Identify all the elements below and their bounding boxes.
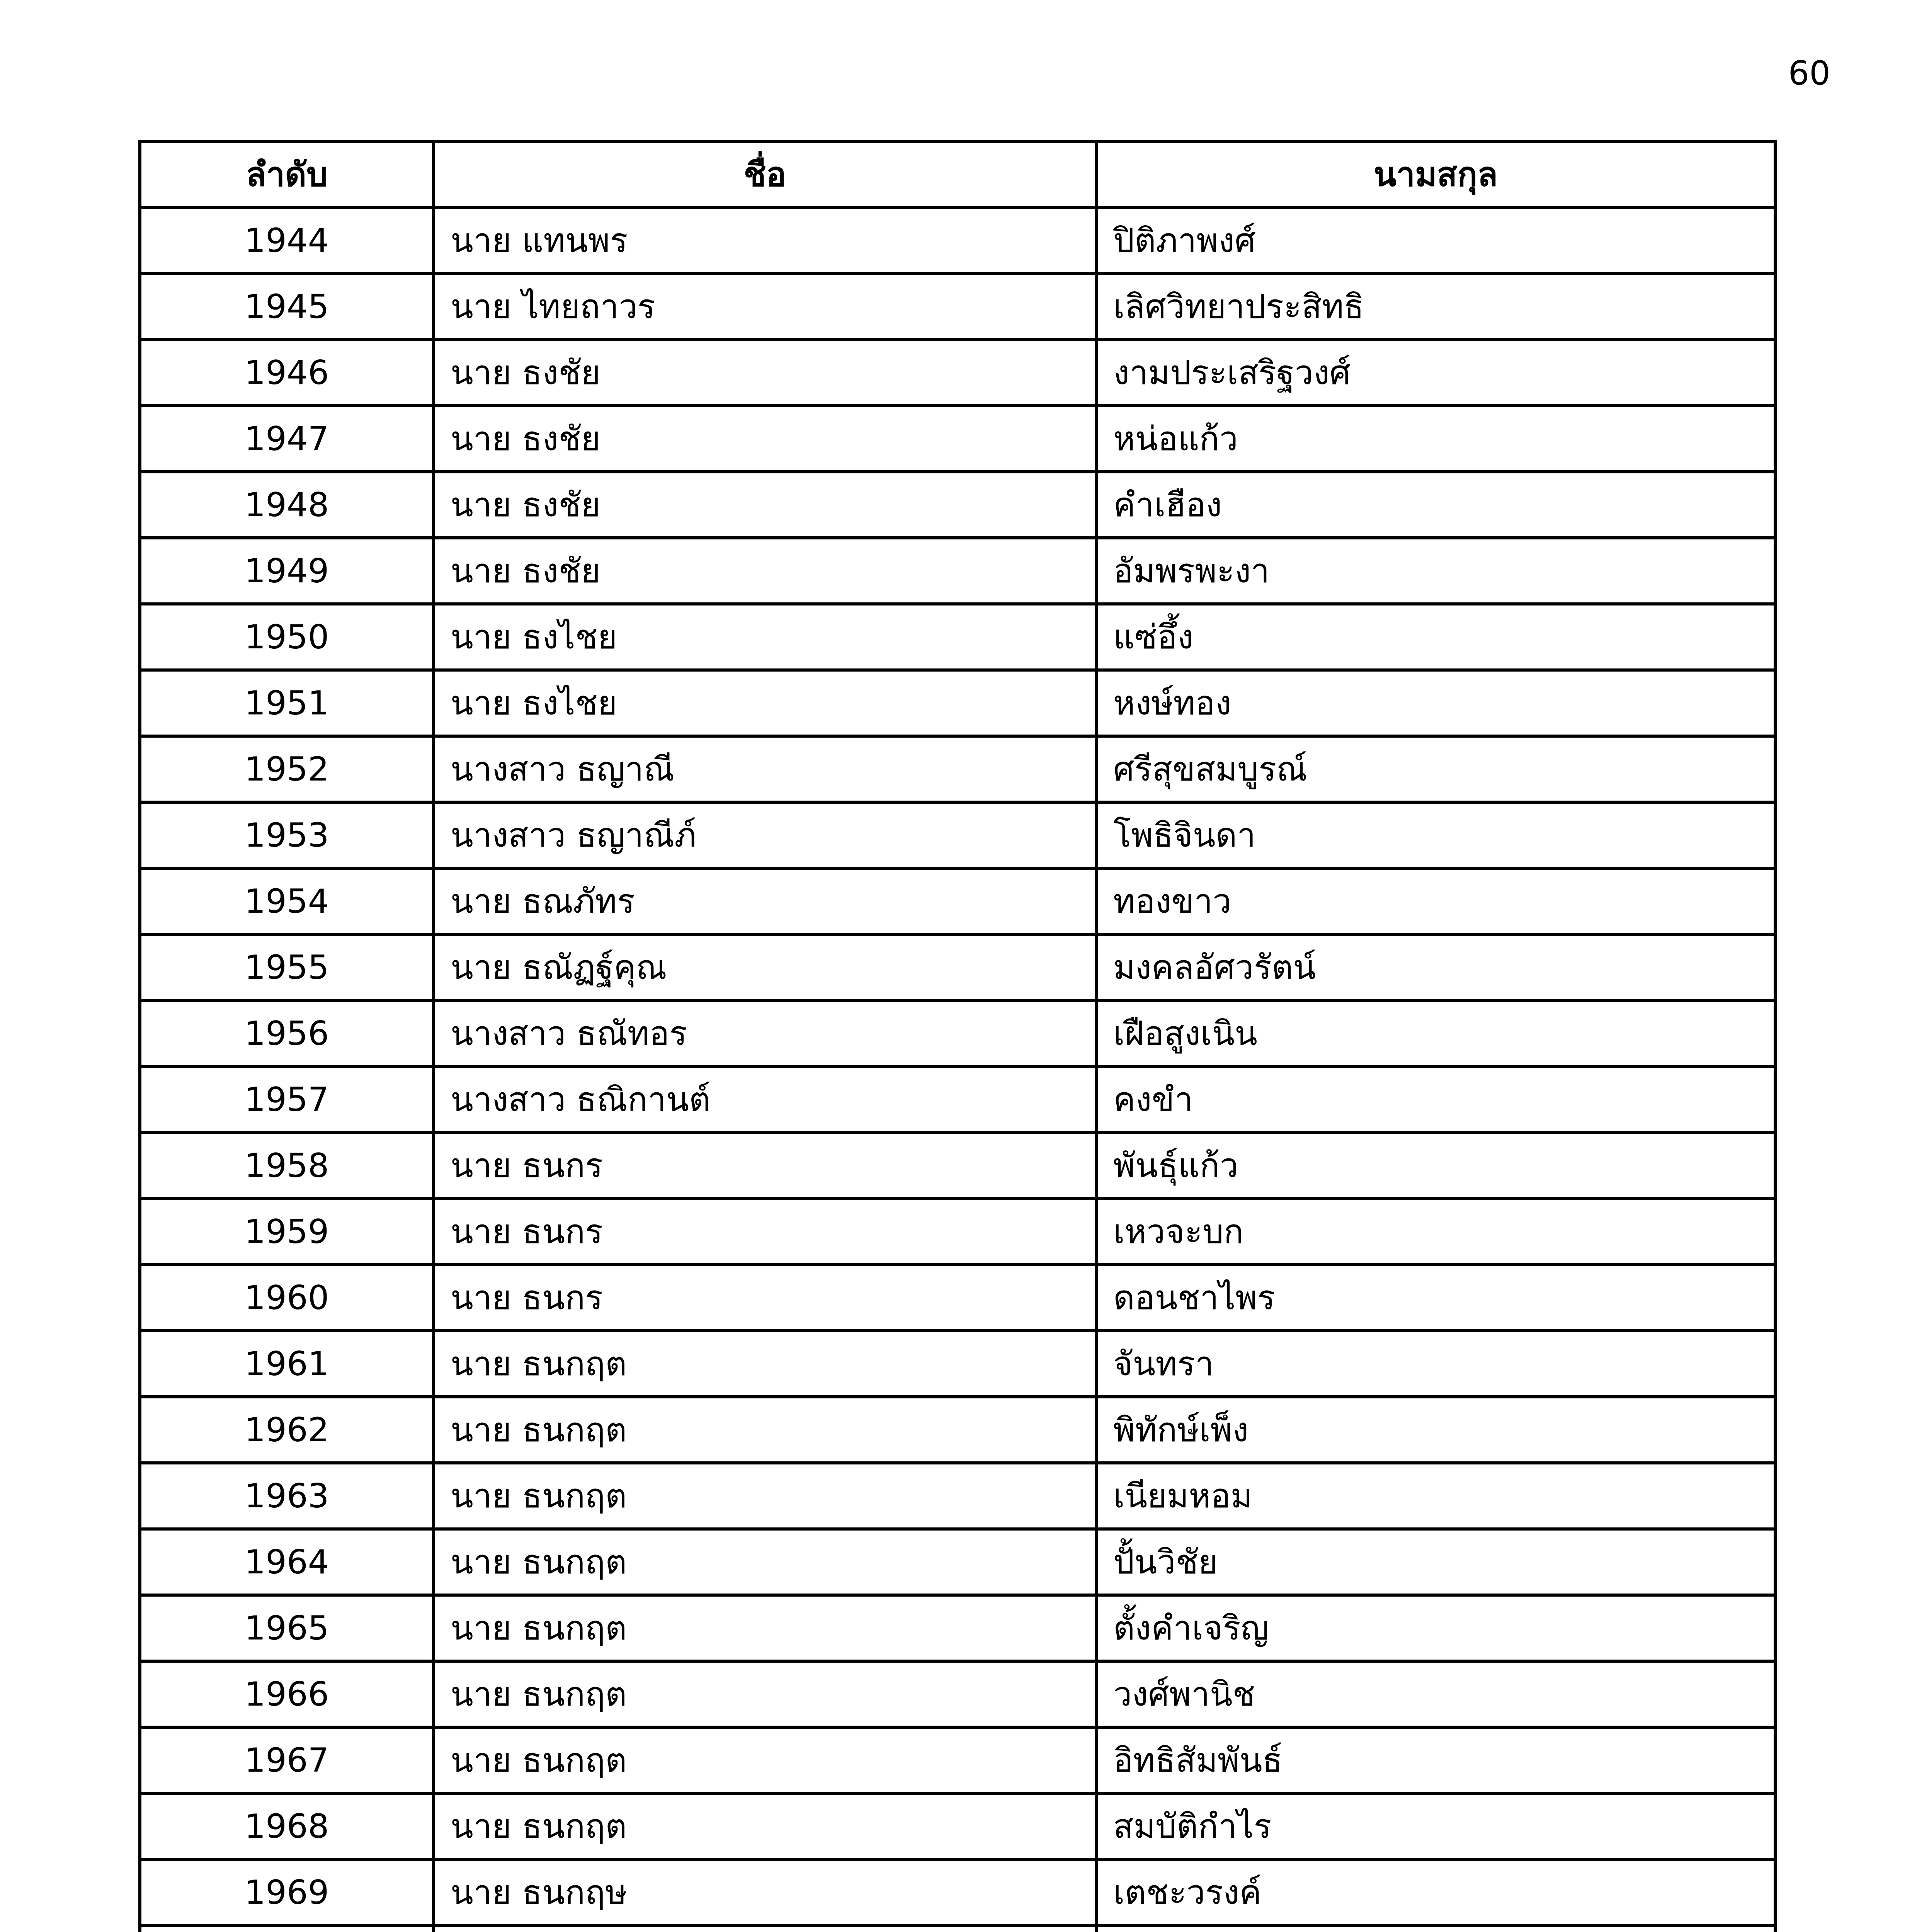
row-last-name-cell: ปิติภาพงศ์ xyxy=(1096,207,1775,274)
row-last-name-cell: ดอนชาไพร xyxy=(1096,1265,1775,1331)
row-first-name-cell: นาย ธนกร xyxy=(434,1133,1096,1199)
row-last-name-cell: ตั้งคำเจริญ xyxy=(1096,1595,1775,1661)
row-first-name-cell: นาย ธงชัย xyxy=(434,406,1096,472)
table-row xyxy=(140,1727,1775,1793)
row-first-name-cell: นางสาว ธณัทอร xyxy=(434,1000,1096,1066)
header-last-name: นามสกุล xyxy=(1096,141,1775,207)
row-seq-cell: 1963 xyxy=(140,1463,434,1529)
row-last-name-cell: โพธิจินดา xyxy=(1096,802,1775,868)
row-seq-cell: 1968 xyxy=(140,1793,434,1859)
table-row xyxy=(140,1595,1775,1661)
row-seq-cell: 1967 xyxy=(140,1727,434,1793)
row-seq-cell: 1949 xyxy=(140,538,434,604)
table-row xyxy=(140,1000,1775,1066)
table-row xyxy=(140,802,1775,868)
row-last-name-cell: ปั้นวิชัย xyxy=(1096,1529,1775,1595)
row-seq-cell: 1958 xyxy=(140,1133,434,1199)
table-row xyxy=(140,1133,1775,1199)
table-row xyxy=(140,934,1775,1000)
table-row xyxy=(140,1661,1775,1727)
table-row xyxy=(140,1859,1775,1925)
row-seq-cell: 1952 xyxy=(140,736,434,802)
table-row xyxy=(140,538,1775,604)
row-last-name-cell: เนียมหอม xyxy=(1096,1463,1775,1529)
row-first-name-cell: นาย ธนกฤต xyxy=(434,1727,1096,1793)
row-seq-cell: 1944 xyxy=(140,207,434,274)
table-body xyxy=(140,207,1775,1932)
row-last-name-cell: เหวจะบก xyxy=(1096,1199,1775,1265)
header-seq: ลำดับ xyxy=(140,141,434,207)
row-seq-cell: 1954 xyxy=(140,868,434,934)
row-first-name-cell: นางสาว ธณิกานต์ xyxy=(434,1066,1096,1133)
row-seq-cell: 1969 xyxy=(140,1859,434,1925)
row-first-name-cell: นาย ธณภัทร xyxy=(434,868,1096,934)
header-first-name: ชื่อ xyxy=(434,141,1096,207)
row-seq-cell: 1951 xyxy=(140,670,434,736)
table-header xyxy=(140,141,1775,207)
row-first-name-cell: นาย ธณัฏฐ์คุณ xyxy=(434,934,1096,1000)
row-seq-cell: 1955 xyxy=(140,934,434,1000)
name-list-table xyxy=(138,140,1777,1932)
row-first-name-cell: นาย ธนกร xyxy=(434,1265,1096,1331)
row-last-name-cell xyxy=(1096,1925,1775,1932)
row-first-name-cell xyxy=(434,1925,1096,1932)
row-last-name-cell: หน่อแก้ว xyxy=(1096,406,1775,472)
table-row xyxy=(140,868,1775,934)
row-first-name-cell: นาย ธนกฤต xyxy=(434,1661,1096,1727)
row-last-name-cell: เฝือสูงเนิน xyxy=(1096,1000,1775,1066)
table-row xyxy=(140,604,1775,670)
row-seq-cell: 1959 xyxy=(140,1199,434,1265)
row-last-name-cell: อิทธิสัมพันธ์ xyxy=(1096,1727,1775,1793)
table-row xyxy=(140,1925,1775,1932)
table-row xyxy=(140,670,1775,736)
row-last-name-cell: จันทรา xyxy=(1096,1331,1775,1397)
row-first-name-cell: นาย ธนกฤต xyxy=(434,1331,1096,1397)
row-last-name-cell: มงคลอัศวรัตน์ xyxy=(1096,934,1775,1000)
table-row xyxy=(140,1066,1775,1133)
row-seq-cell: 1961 xyxy=(140,1331,434,1397)
row-seq-cell: 1960 xyxy=(140,1265,434,1331)
table-row xyxy=(140,1529,1775,1595)
table-row xyxy=(140,207,1775,274)
row-first-name-cell: นาย ธงชัย xyxy=(434,340,1096,406)
row-first-name-cell: นาย ธนกร xyxy=(434,1199,1096,1265)
row-last-name-cell: หงษ์ทอง xyxy=(1096,670,1775,736)
table-row xyxy=(140,1793,1775,1859)
row-first-name-cell: นาย ธงชัย xyxy=(434,472,1096,538)
table-row xyxy=(140,1331,1775,1397)
row-first-name-cell: นาย ธนกฤษ xyxy=(434,1859,1096,1925)
row-seq-cell: 1946 xyxy=(140,340,434,406)
row-seq-cell: 1953 xyxy=(140,802,434,868)
row-first-name-cell: นาย แทนพร xyxy=(434,207,1096,274)
header-row xyxy=(140,141,1775,207)
row-last-name-cell: เตชะวรงค์ xyxy=(1096,1859,1775,1925)
row-last-name-cell: แซ่อึ้ง xyxy=(1096,604,1775,670)
table-row xyxy=(140,1397,1775,1463)
row-last-name-cell: คำเฮือง xyxy=(1096,472,1775,538)
row-first-name-cell: นาย ธนกฤต xyxy=(434,1595,1096,1661)
row-seq-cell: 1966 xyxy=(140,1661,434,1727)
row-last-name-cell: เลิศวิทยาประสิทธิ xyxy=(1096,274,1775,340)
table-row xyxy=(140,472,1775,538)
row-first-name-cell: นางสาว ธญาณี xyxy=(434,736,1096,802)
row-first-name-cell: นางสาว ธญาณีภ์ xyxy=(434,802,1096,868)
row-first-name-cell: นาย ธนกฤต xyxy=(434,1463,1096,1529)
table-row xyxy=(140,340,1775,406)
row-last-name-cell: วงศ์พานิช xyxy=(1096,1661,1775,1727)
table-row xyxy=(140,736,1775,802)
row-first-name-cell: นาย ธงชัย xyxy=(434,538,1096,604)
row-seq-cell: 1965 xyxy=(140,1595,434,1661)
row-last-name-cell: ทองขาว xyxy=(1096,868,1775,934)
row-seq-cell: 1945 xyxy=(140,274,434,340)
row-last-name-cell: พิทักษ์เพ็ง xyxy=(1096,1397,1775,1463)
row-first-name-cell: นาย ธงไชย xyxy=(434,670,1096,736)
row-seq-cell: 1964 xyxy=(140,1529,434,1595)
table-row xyxy=(140,406,1775,472)
row-seq-cell: 1962 xyxy=(140,1397,434,1463)
row-seq-cell: 1956 xyxy=(140,1000,434,1066)
row-last-name-cell: ศรีสุขสมบูรณ์ xyxy=(1096,736,1775,802)
row-last-name-cell: งามประเสริฐวงศ์ xyxy=(1096,340,1775,406)
row-last-name-cell: คงขำ xyxy=(1096,1066,1775,1133)
table-row xyxy=(140,1265,1775,1331)
row-seq-cell: 1950 xyxy=(140,604,434,670)
row-first-name-cell: นาย ธนกฤต xyxy=(434,1397,1096,1463)
row-first-name-cell: นาย ธนกฤต xyxy=(434,1793,1096,1859)
row-seq-cell xyxy=(140,1925,434,1932)
row-seq-cell: 1947 xyxy=(140,406,434,472)
row-last-name-cell: สมบัติกำไร xyxy=(1096,1793,1775,1859)
table-row xyxy=(140,274,1775,340)
table-row xyxy=(140,1199,1775,1265)
row-last-name-cell: พันธุ์แก้ว xyxy=(1096,1133,1775,1199)
row-seq-cell: 1957 xyxy=(140,1066,434,1133)
row-last-name-cell: อัมพรพะงา xyxy=(1096,538,1775,604)
row-first-name-cell: นาย ไทยถาวร xyxy=(434,274,1096,340)
table-row xyxy=(140,1463,1775,1529)
row-seq-cell: 1948 xyxy=(140,472,434,538)
row-first-name-cell: นาย ธงไชย xyxy=(434,604,1096,670)
page-number: 60 xyxy=(1788,54,1830,93)
row-first-name-cell: นาย ธนกฤต xyxy=(434,1529,1096,1595)
